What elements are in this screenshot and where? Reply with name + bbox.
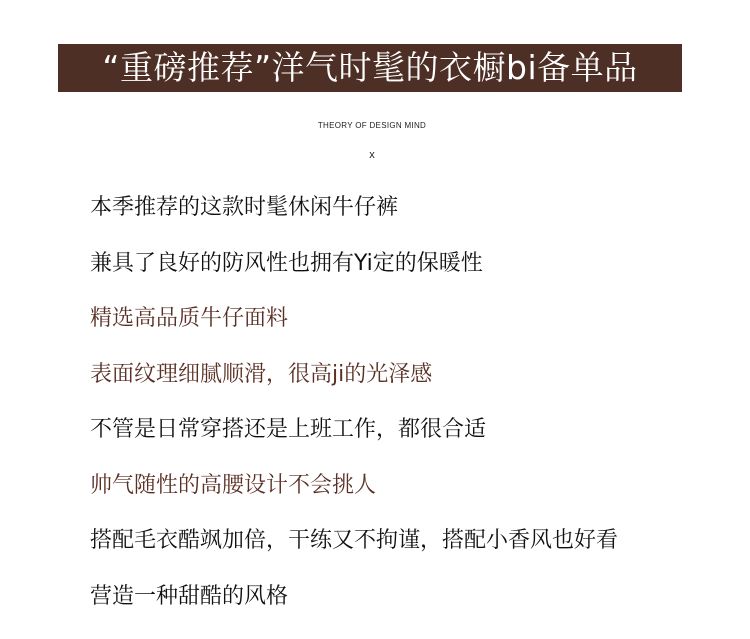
description-list — [90, 193, 618, 637]
description-line: 不管是日常穿搭还是上班工作，都很合适 — [90, 417, 487, 442]
title-banner: “重磅推荐”洋气时髦的衣橱bi备单品 — [58, 44, 682, 92]
description-line: 营造一种甜酷的风格 — [90, 583, 289, 609]
design-subtitle: THEORY OF DESIGN MIND — [317, 121, 427, 130]
description-line: 搭配毛衣酷飒加倍，干练又不拘谨，搭配小香风也好看 — [90, 528, 619, 553]
description-line: 精选高品质牛仔面料 — [90, 306, 289, 331]
description-line: 帅气随性的高腰设计不会挑人 — [90, 472, 377, 498]
description-line: 兼具了良好的防风性也拥有Yi定的保暖性 — [90, 250, 483, 276]
description-line: 本季推荐的这款时髦休闲牛仔裤 — [90, 195, 399, 220]
divider-mark: x — [369, 149, 375, 161]
description-line: 表面纹理细腻顺滑，很高ji的光泽感 — [90, 361, 433, 387]
